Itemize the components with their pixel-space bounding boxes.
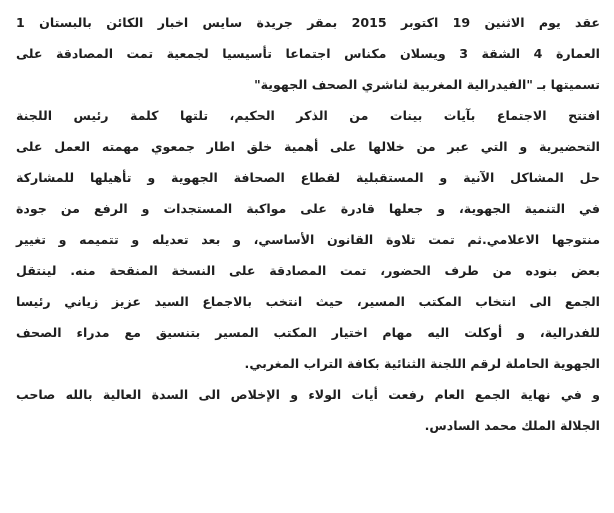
text-line: تسميتها بـ "الفيدرالية المغربية لناشري الصحف الجهوية" <box>254 77 600 92</box>
article-body <box>16 12 600 446</box>
text-line: الجلالة الملك محمد السادس. <box>424 418 600 433</box>
text-line: للفدرالية، و أوكلت اليه مهام اختيار المكتب المسير بتنسيق مع مدراء الصحف <box>16 325 600 340</box>
text-line: الجمع الى انتخاب المكتب المسير، حيث انتخب بالاجماع السيد عزيز زياني رئيسا <box>16 294 600 309</box>
text-line: عقد يوم الاثنين 19 اكتوبر 2015 بمقر جريدة سايس اخبار الكائن بالبستان 1 <box>16 15 600 30</box>
text-line: افتتح الاجتماع بآيات بينات من الذكر الحكيم، تلتها كلمة رئيس اللجنة <box>16 108 600 123</box>
text-line: منتوجها الاعلامي.ثم تمت تلاوة القانون الأساسي، و بعد تعديله و تتميمه و تغيير <box>16 232 600 247</box>
paragraph-founding <box>16 12 600 95</box>
text-line: و في نهاية الجمع العام رفعت أيات الولاء و الإخلاص الى السدة العالية بالله صاحب <box>16 387 600 402</box>
text-line: الجهوية الحاملة لرقم اللجنة الثنائية بكافة التراب المغربي. <box>244 356 600 371</box>
paragraph-closing <box>16 384 600 436</box>
paragraph-proceedings <box>16 105 600 374</box>
text-line: العمارة 4 الشقة 3 ويسلان مكناس اجتماعا تأسيسيا لجمعية تمت المصادقة على <box>16 46 600 61</box>
text-line: في التنمية الجهوية، و جعلها قادرة على مواكبة المستجدات و الرفع من جودة <box>16 201 600 216</box>
text-line: حل المشاكل الآنية و المستقبلية لقطاع الصحافة الجهوية و تأهيلها للمشاركة <box>16 170 600 185</box>
text-line: بعض بنوده من طرف الحضور، تمت المصادقة على النسخة المنقحة منه. لينتقل <box>16 263 600 278</box>
text-line: التحضيرية و التي عبر من خلالها على أهمية خلق اطار جمعوي مهمته العمل على <box>16 139 600 154</box>
